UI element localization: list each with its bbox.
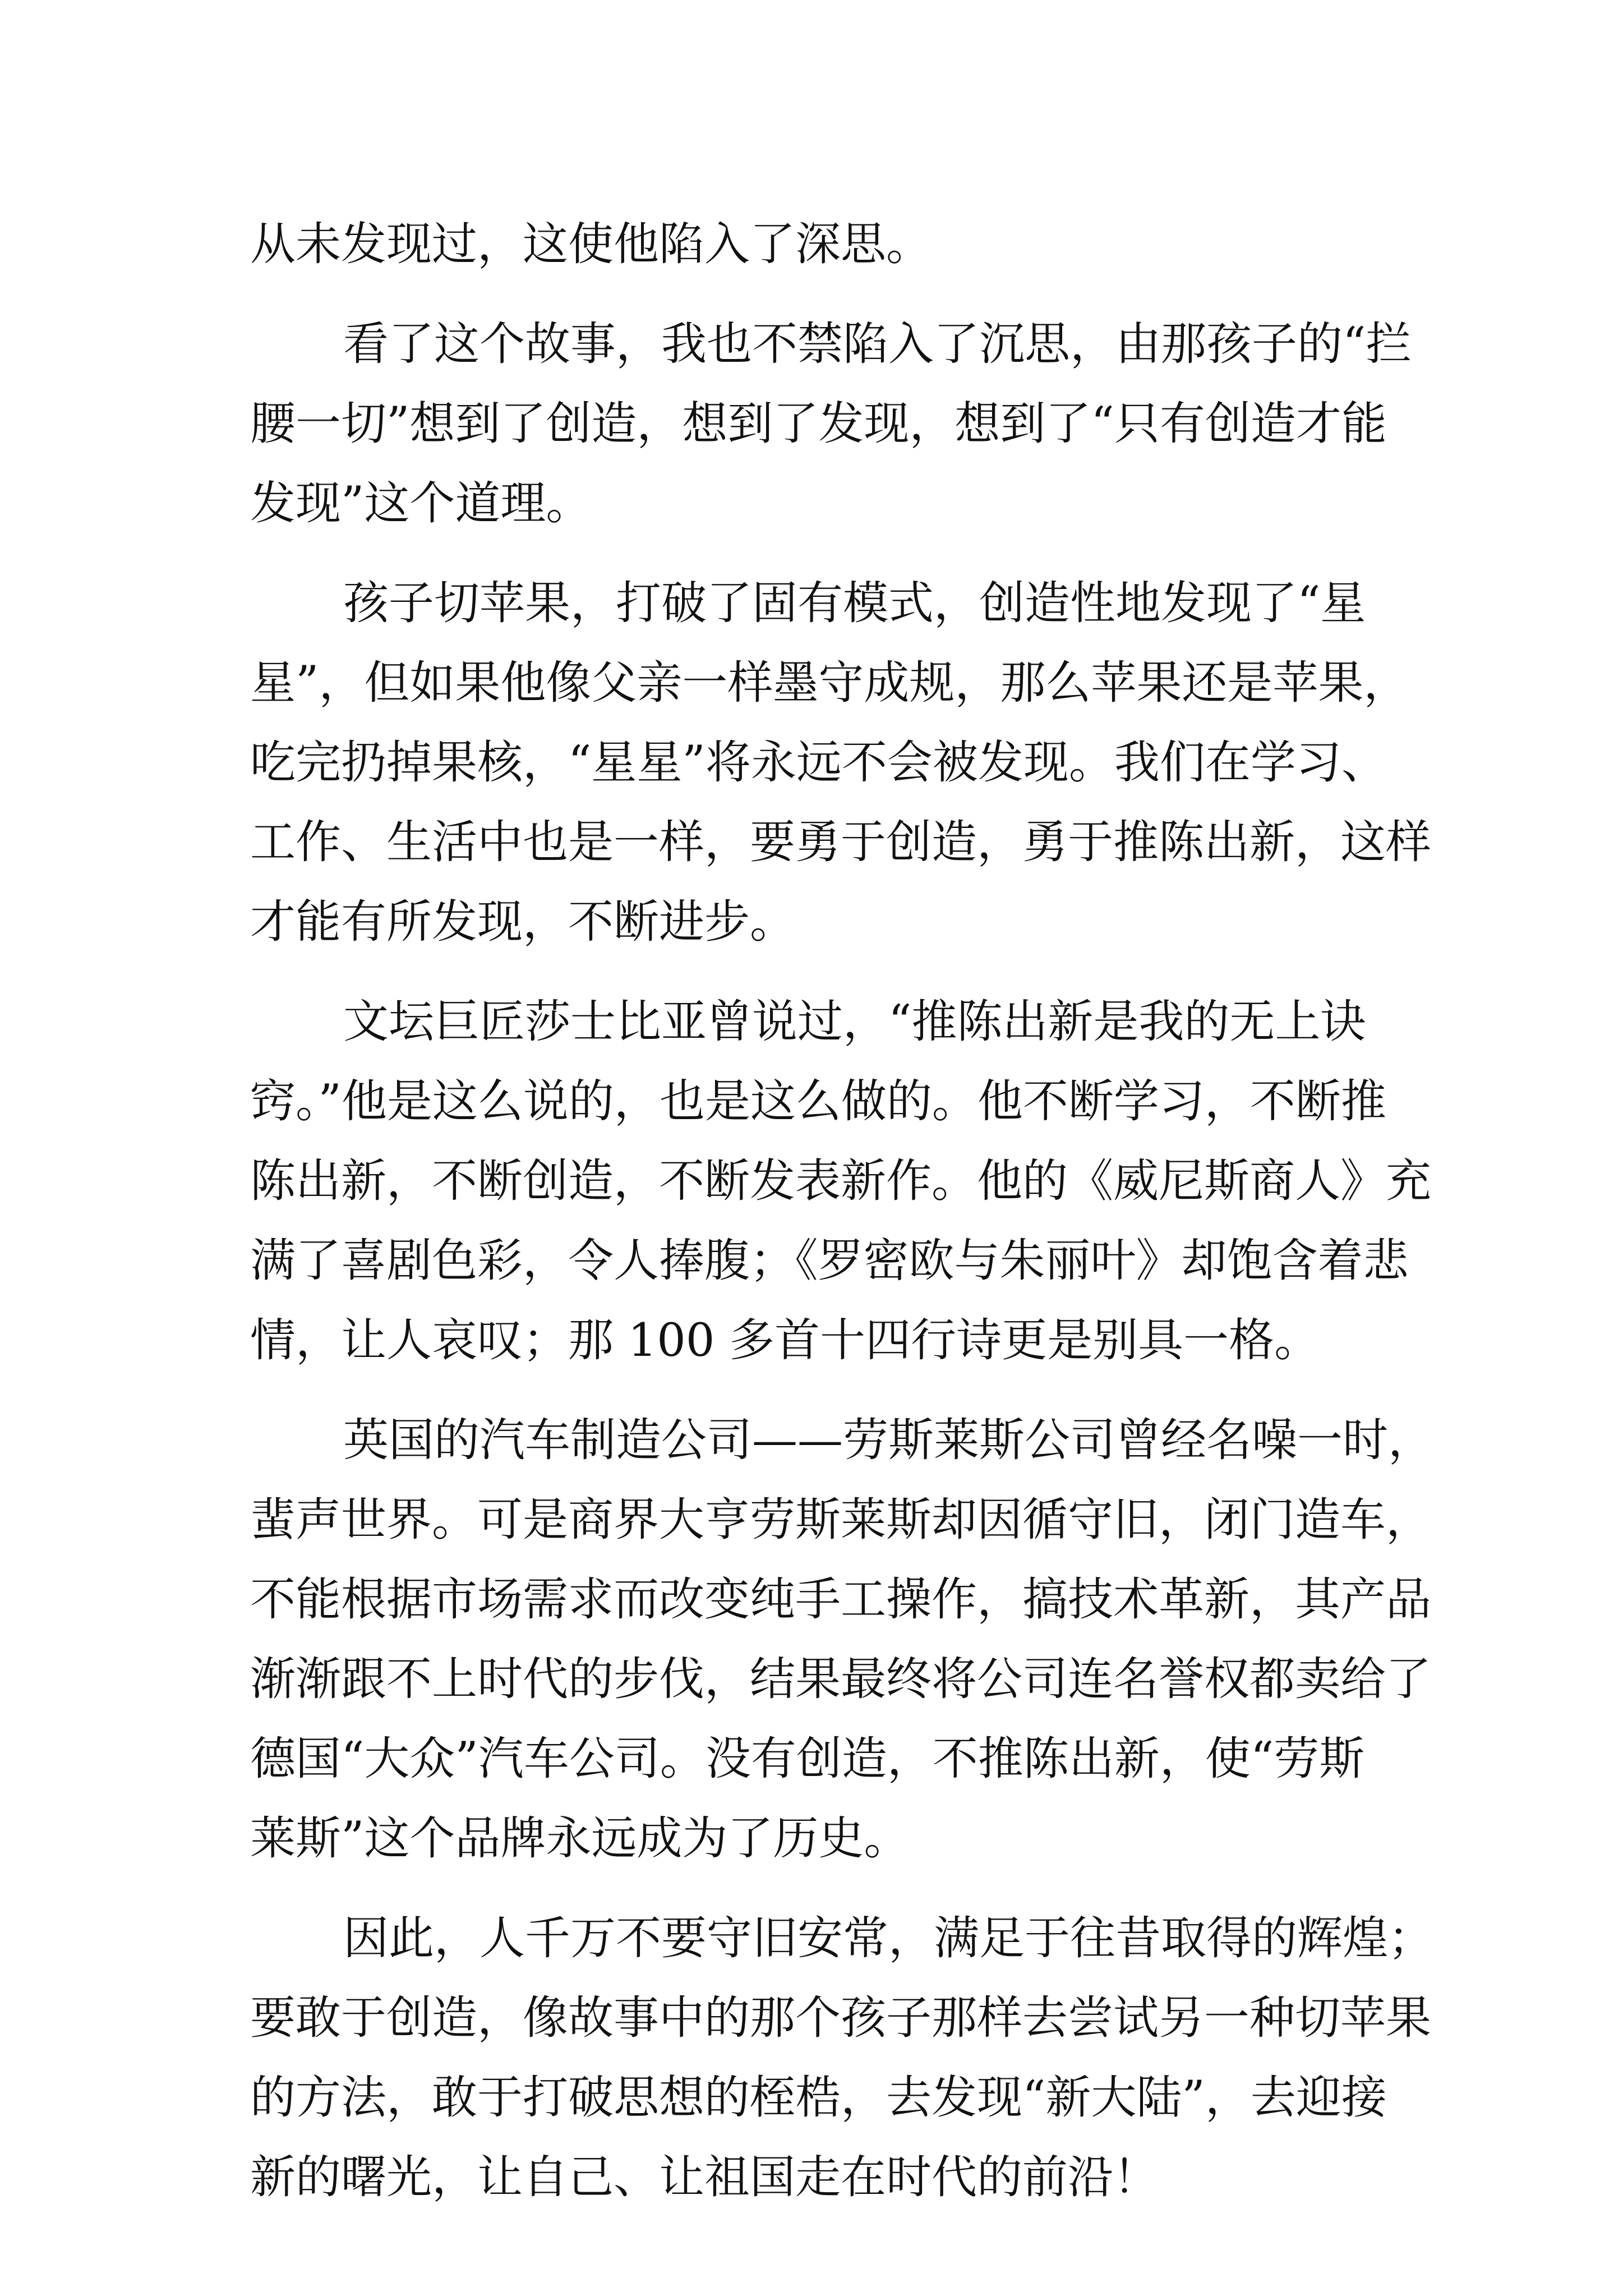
text-line: 从未发现过，这使他陷入了深思。 (250, 218, 932, 271)
text-line: 的方法，敢于打破思想的桎梏，去发现“新大陆”，去迎接 (250, 2072, 1387, 2124)
text-line: 不能根据市场需求而改变纯手工操作，搞技术革新，其产品 (250, 1573, 1432, 1626)
text-line: 发现”这个道理。 (250, 477, 592, 530)
text-line: 看了这个故事，我也不禁陷入了沉思，由那孩子的“拦 (343, 318, 1412, 371)
text-line: 蜚声世界。可是商界大亨劳斯莱斯却因循守旧，闭门造车， (250, 1494, 1432, 1547)
text-line: 窍。”他是这么说的，也是这么做的。他不断学习，不断推 (250, 1075, 1386, 1128)
text-line: 满了喜剧色彩，令人捧腹；《罗密欧与朱丽叶》却饱含着悲 (250, 1235, 1409, 1287)
text-line: 要敢于创造，像故事中的那个孩子那样去尝试另一种切苹果 (250, 1992, 1432, 2045)
text-line: 英国的汽车制造公司——劳斯莱斯公司曾经名噪一时， (343, 1414, 1434, 1467)
text-line: 莱斯”这个品牌永远成为了历史。 (250, 1812, 910, 1865)
text-line: 才能有所发现，不断进步。 (250, 896, 796, 949)
paragraph-1 (250, 205, 1433, 284)
text-line: 新的曙光，让自己、让祖国走在时代的前沿！ (250, 2151, 1159, 2204)
text-line: 德国“大众”汽车公司。没有创造，不推陈出新，使“劳斯 (250, 1733, 1365, 1786)
paragraph-5 (250, 1401, 1433, 1879)
text-line: 星”，但如果他像父亲一样墨守成规，那么苹果还是苹果， (250, 657, 1409, 710)
paragraph-2 (250, 305, 1433, 544)
text-line: 工作、生活中也是一样，要勇于创造，勇于推陈出新，这样 (250, 816, 1432, 869)
text-line: 渐渐跟不上时代的步伐，结果最终将公司连名誉权都卖给了 (250, 1653, 1432, 1706)
paragraph-4 (250, 982, 1433, 1381)
paragraph-6 (250, 1899, 1433, 2217)
text-line: 文坛巨匠莎士比亚曾说过，“推陈出新是我的无上诀 (343, 996, 1366, 1048)
text-line: 因此，人千万不要守旧安常，满足于往昔取得的辉煌； (343, 1912, 1434, 1965)
text-line: 陈出新，不断创造，不断发表新作。他的《威尼斯商人》充 (250, 1155, 1432, 1208)
text-line: 吃完扔掉果核，“星星”将永远不会被发现。我们在学习、 (250, 737, 1387, 789)
document-body (250, 205, 1433, 2238)
paragraph-3 (250, 564, 1433, 962)
text-line: 情，让人哀叹；那 100 多首十四行诗更是别具一格。 (250, 1314, 1320, 1367)
text-line: 孩子切苹果，打破了固有模式，创造性地发现了“星 (343, 577, 1366, 630)
text-line: 腰一切”想到了创造，想到了发现，想到了“只有创造才能 (250, 398, 1387, 450)
